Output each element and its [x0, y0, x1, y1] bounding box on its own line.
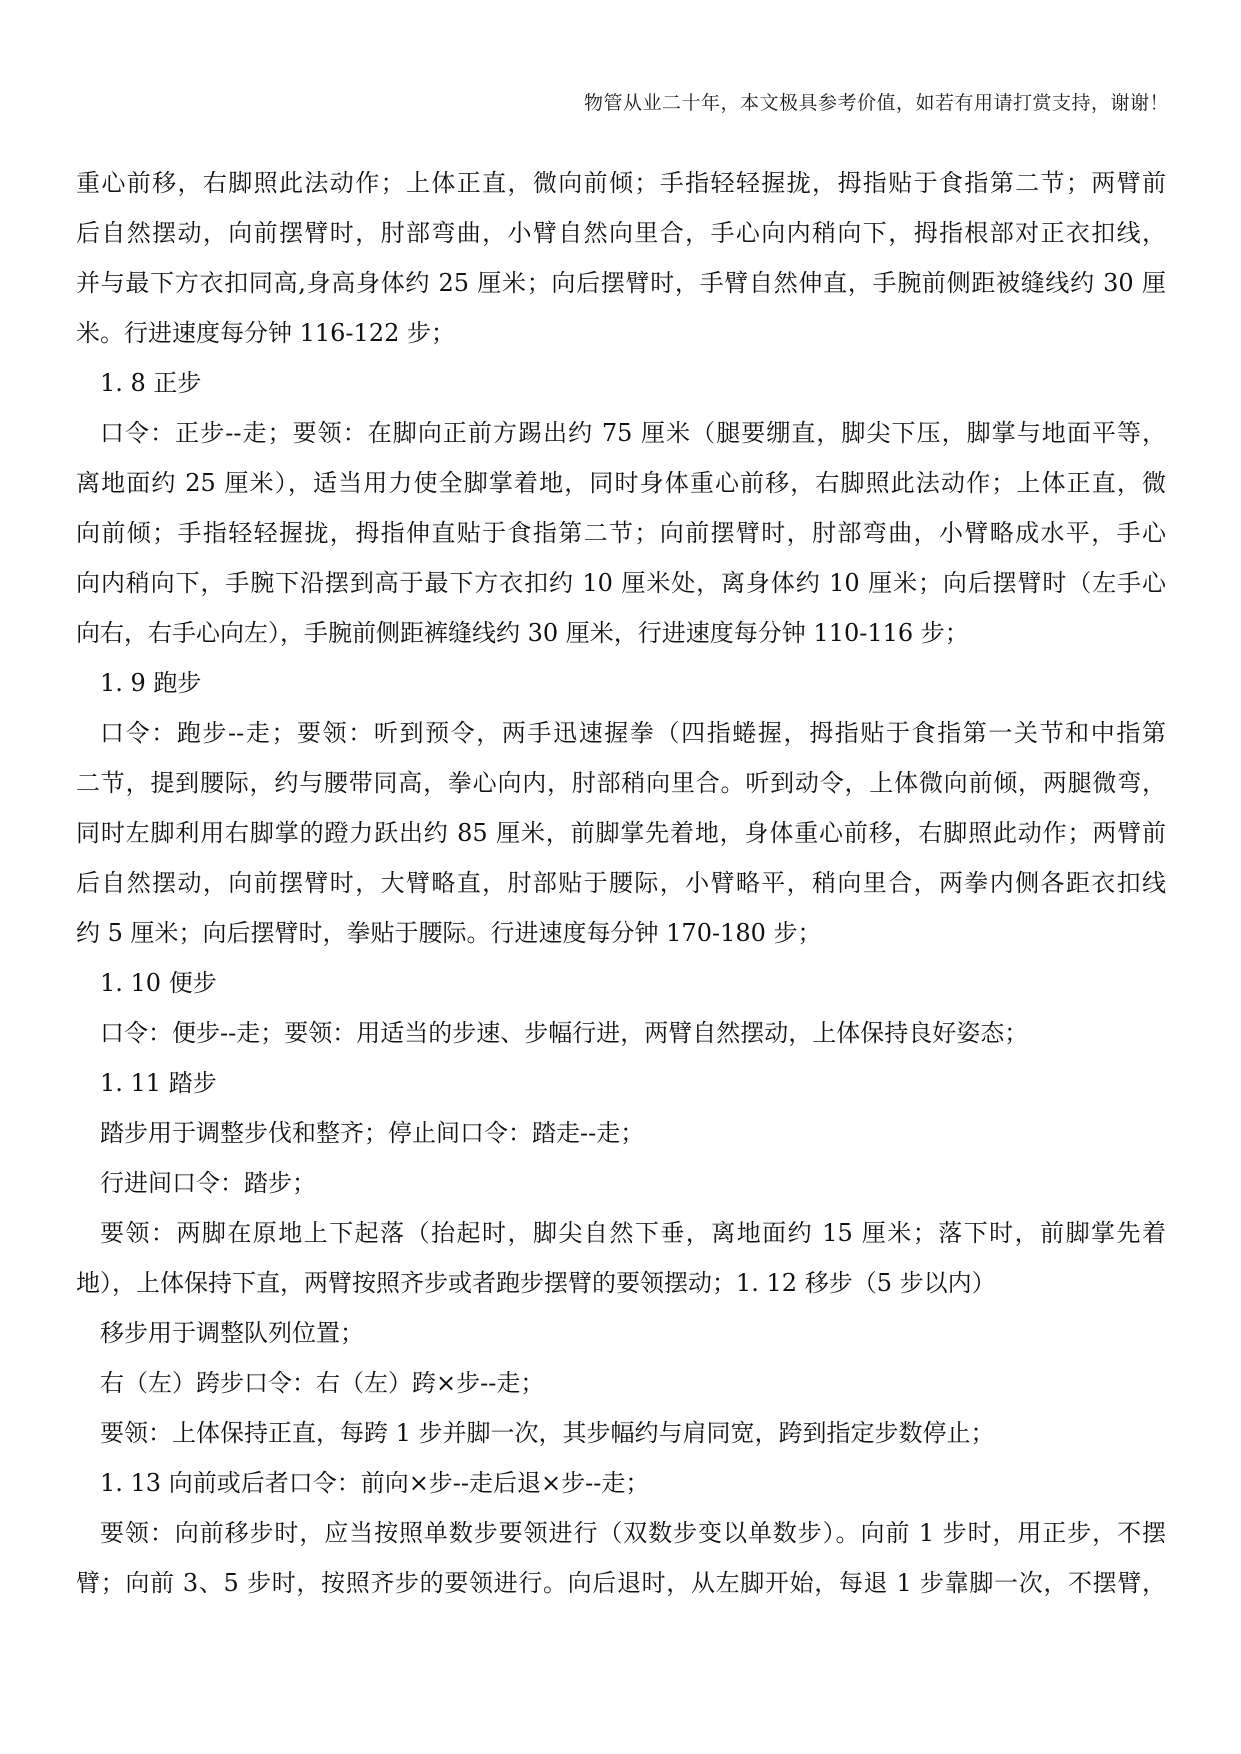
text-line: 1. 9 跑步: [100, 669, 202, 697]
text-line: 向右，右手心向左），手腕前侧距裤缝线约 30 厘米，行进速度每分钟 110-116 步；: [76, 619, 969, 647]
text-line: 重心前移，右脚照此法动作；上体正直，微向前倾；手指轻轻握拢，拇指贴于食指第二节；两臂前: [76, 169, 1166, 197]
text-line: 向内稍向下，手腕下沿摆到高于最下方衣扣约 10 厘米处，离身体约 10 厘米；向后摆臂时（左手心: [76, 569, 1166, 597]
header-note: 物管从业二十年，本文极具参考价值，如若有用请打赏支持，谢谢！: [583, 92, 1169, 114]
text-line: 移步用于调整队列位置；: [100, 1319, 364, 1347]
text-line: 1. 11 踏步: [100, 1069, 217, 1097]
text-line: 行进间口令：踏步；: [100, 1169, 316, 1197]
text-line: 口令：跑步--走；要领：听到预令，两手迅速握拳（四指蜷握，拇指贴于食指第一关节和中指第: [100, 719, 1166, 747]
text-line: 后自然摆动，向前摆臂时，大臂略直，肘部贴于腰际，小臂略平，稍向里合，两拳内侧各距衣扣线: [76, 869, 1166, 897]
text-line: 踏步用于调整步伐和整齐；停止间口令：踏走--走；: [100, 1119, 645, 1147]
text-line: 1. 8 正步: [100, 369, 202, 397]
text-line: 离地面约 25 厘米），适当用力使全脚掌着地，同时身体重心前移，右脚照此法动作；上体正直，微: [76, 469, 1166, 497]
text-line: 后自然摆动，向前摆臂时，肘部弯曲，小臂自然向里合，手心向内稍向下，拇指根部对正衣扣线，: [76, 219, 1166, 247]
text-line: 右（左）跨步口令：右（左）跨×步--走；: [100, 1369, 545, 1397]
text-line: 米。行进速度每分钟 116-122 步；: [76, 319, 455, 347]
text-line: 1. 13 向前或后者口令：前向×步--走后退×步--走；: [100, 1469, 650, 1497]
text-line: 二节，提到腰际，约与腰带同高，拳心向内，肘部稍向里合。听到动令，上体微向前倾，两腿微弯，: [76, 769, 1166, 797]
text-line: 臂；向前 3、5 步时，按照齐步的要领进行。向后退时，从左脚开始，每退 1 步靠脚一次，不摆臂，: [76, 1569, 1166, 1597]
body-text: [76, 158, 1166, 1608]
text-line: 1. 10 便步: [100, 969, 217, 997]
text-line: 同时左脚利用右脚掌的蹬力跃出约 85 厘米，前脚掌先着地，身体重心前移，右脚照此动作；两臂前: [76, 819, 1166, 847]
text-line: 要领：两脚在原地上下起落（抬起时，脚尖自然下垂，离地面约 15 厘米；落下时，前脚掌先着: [100, 1219, 1166, 1247]
text-line: 并与最下方衣扣同高,身高身体约 25 厘米；向后摆臂时，手臂自然伸直，手腕前侧距被缝线约 30 厘: [76, 269, 1166, 297]
text-line: 要领：上体保持正直，每跨 1 步并脚一次，其步幅约与肩同宽，跨到指定步数停止；: [100, 1419, 995, 1447]
text-line: 地），上体保持下直，两臂按照齐步或者跑步摆臂的要领摆动；1. 12 移步（5 步以内）: [76, 1269, 996, 1297]
text-line: 约 5 厘米；向后摆臂时，拳贴于腰际。行进速度每分钟 170-180 步；: [76, 919, 822, 947]
text-line: 口令：便步--走；要领：用适当的步速、步幅行进，两臂自然摆动，上体保持良好姿态；: [100, 1019, 1029, 1047]
text-line: 要领：向前移步时，应当按照单数步要领进行（双数步变以单数步）。向前 1 步时，用正步，不摆: [100, 1519, 1166, 1547]
text-line: 向前倾；手指轻轻握拢，拇指伸直贴于食指第二节；向前摆臂时，肘部弯曲，小臂略成水平，手心: [76, 519, 1166, 547]
text-line: 口令：正步--走；要领：在脚向正前方踢出约 75 厘米（腿要绷直，脚尖下压，脚掌与地面平等，: [100, 419, 1166, 447]
